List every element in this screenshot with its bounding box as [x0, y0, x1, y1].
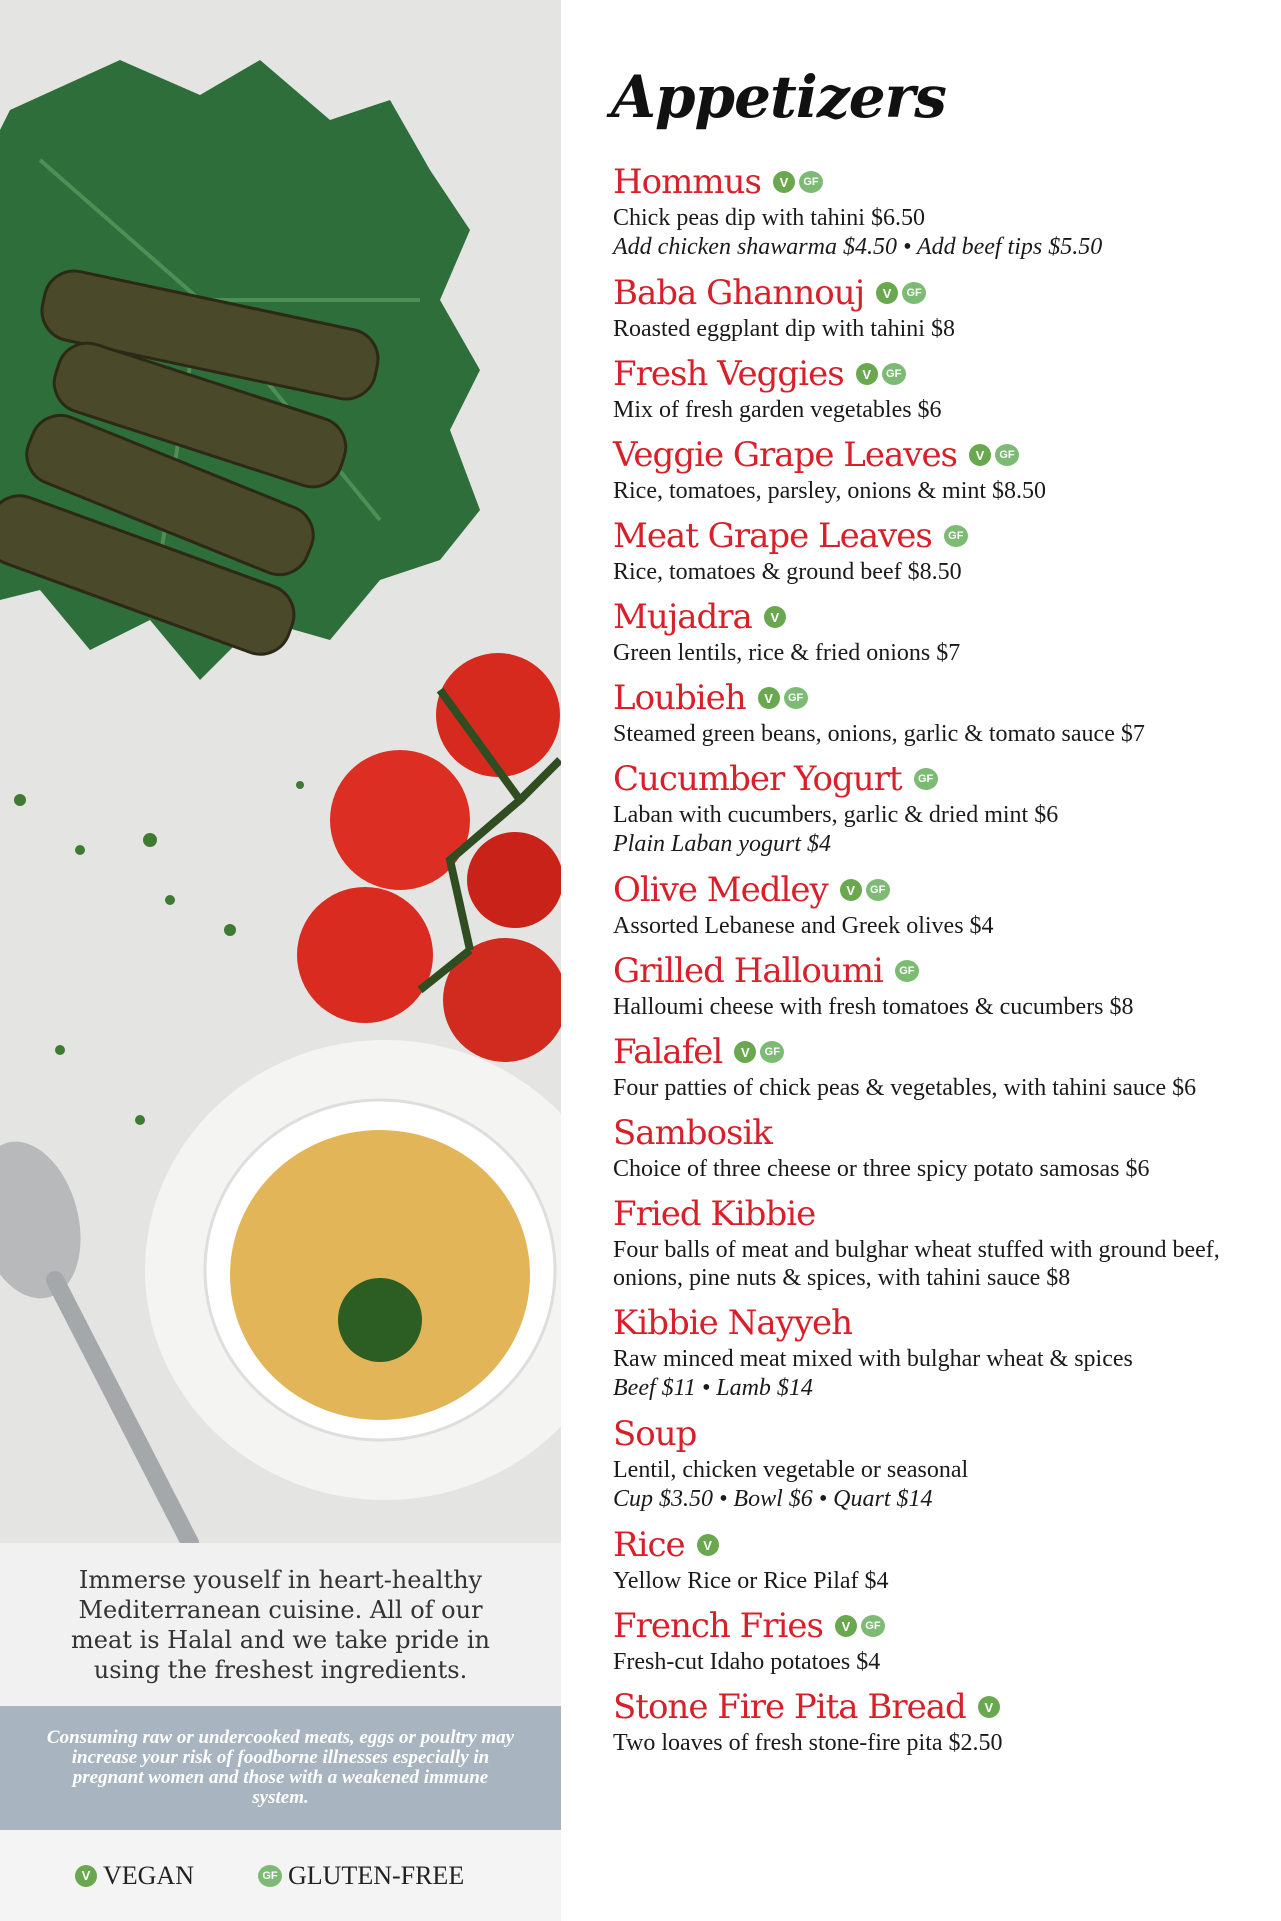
vegan-icon: V	[969, 444, 991, 466]
gluten-free-icon: GF	[895, 960, 919, 982]
menu-item	[613, 595, 1263, 667]
vegan-icon: V	[876, 282, 898, 304]
legend-vegan-label: VEGAN	[103, 1860, 194, 1890]
menu-item	[613, 1523, 1263, 1595]
vegan-icon: V	[773, 171, 795, 193]
section-heading: Appetizers	[611, 63, 946, 131]
menu-item-name: Kibbie Nayyeh	[613, 1303, 853, 1343]
vegan-icon: V	[978, 1696, 1000, 1718]
diet-badges	[758, 687, 808, 709]
menu-item-name: Sambosik	[613, 1113, 772, 1153]
diet-legend	[0, 1830, 561, 1921]
left-panel	[0, 0, 561, 1921]
menu-item-header	[613, 1412, 1263, 1456]
menu-item	[613, 1412, 1263, 1514]
warning-text: Consuming raw or undercooked meats, eggs or poultry may increase your risk of foodborne illnesses especially in pregnant women and those with a weakened immune system.	[46, 1727, 515, 1808]
vegan-icon: V	[75, 1865, 97, 1887]
vegan-icon: V	[697, 1534, 719, 1556]
menu-item	[613, 514, 1263, 586]
gluten-free-icon: GF	[995, 444, 1019, 466]
diet-badges	[856, 363, 906, 385]
menu-item	[613, 1685, 1263, 1757]
menu-item-name: Fried Kibbie	[613, 1194, 816, 1234]
menu-item-header	[613, 595, 1263, 639]
vegan-icon: V	[764, 606, 786, 628]
menu-item-header	[613, 1111, 1263, 1155]
food-photo	[0, 0, 561, 1543]
diet-badges	[944, 525, 968, 547]
gluten-free-icon: GF	[784, 687, 808, 709]
menu-item-description: Laban with cucumbers, garlic & dried mint $6	[613, 802, 1059, 828]
menu-item-name: Mujadra	[613, 597, 752, 637]
gluten-free-icon: GF	[944, 525, 968, 547]
menu-item	[613, 1030, 1263, 1102]
menu-item	[613, 868, 1263, 940]
legend-vegan	[75, 1861, 194, 1891]
menu-item-header	[613, 1192, 1263, 1236]
menu-item-description: Green lentils, rice & fried onions $7	[613, 640, 961, 666]
menu-item-name: Stone Fire Pita Bread	[613, 1687, 966, 1727]
food-photo-illustration	[0, 0, 561, 1543]
menu-item-description: Rice, tomatoes & ground beef $8.50	[613, 559, 962, 585]
menu-item-header	[613, 352, 1263, 396]
menu-item-name: Grilled Halloumi	[613, 951, 883, 991]
diet-badges	[914, 768, 938, 790]
menu-item-header	[613, 160, 1263, 204]
diet-badges	[969, 444, 1019, 466]
menu-item-name: Cucumber Yogurt	[613, 759, 902, 799]
menu-item-description: Steamed green beans, onions, garlic & tomato sauce $7	[613, 721, 1145, 747]
menu-item-header	[613, 433, 1263, 477]
menu-item-description: Four patties of chick peas & vegetables, with tahini sauce $6	[613, 1075, 1197, 1101]
menu-item-header	[613, 1604, 1263, 1648]
menu-items-list	[613, 160, 1263, 1766]
menu-item	[613, 160, 1263, 262]
gluten-free-icon: GF	[914, 768, 938, 790]
diet-badges	[835, 1615, 885, 1637]
menu-item-header	[613, 1301, 1263, 1345]
menu-item-description: Roasted eggplant dip with tahini $8	[613, 316, 955, 342]
menu-item-description: Halloumi cheese with fresh tomatoes & cucumbers $8	[613, 994, 1134, 1020]
menu-item-description: Two loaves of fresh stone-fire pita $2.50	[613, 1730, 1003, 1756]
menu-item-header	[613, 514, 1263, 558]
menu-item	[613, 352, 1263, 424]
menu-item-addon: Plain Laban yogurt $4	[613, 831, 832, 857]
menu-item-header	[613, 1523, 1263, 1567]
menu-item-name: Loubieh	[613, 678, 746, 718]
diet-badges	[895, 960, 919, 982]
menu-item-description: Assorted Lebanese and Greek olives $4	[613, 913, 994, 939]
menu-item	[613, 433, 1263, 505]
menu-item-header	[613, 757, 1263, 801]
gluten-free-icon: GF	[760, 1041, 784, 1063]
menu-item-header	[613, 1685, 1263, 1729]
diet-badges	[734, 1041, 784, 1063]
menu-item-name: French Fries	[613, 1606, 823, 1646]
menu-item-header	[613, 868, 1263, 912]
menu-item-header	[613, 271, 1263, 315]
menu-item-description: Chick peas dip with tahini $6.50	[613, 205, 925, 231]
menu-item	[613, 757, 1263, 859]
menu-item-name: Rice	[613, 1525, 685, 1565]
menu-item	[613, 1604, 1263, 1676]
menu-item-description: Choice of three cheese or three spicy potato samosas $6	[613, 1156, 1150, 1182]
menu-item-header	[613, 676, 1263, 720]
legend-gluten-free	[258, 1861, 464, 1891]
menu-item-name: Olive Medley	[613, 870, 828, 910]
diet-badges	[978, 1696, 1000, 1718]
vegan-icon: V	[734, 1041, 756, 1063]
menu-item-description: Fresh-cut Idaho potatoes $4	[613, 1649, 881, 1675]
menu-item	[613, 1192, 1263, 1292]
diet-badges	[840, 879, 890, 901]
gluten-free-icon: GF	[861, 1615, 885, 1637]
gluten-free-icon: GF	[799, 171, 823, 193]
legend-gluten-free-label: GLUTEN-FREE	[288, 1860, 465, 1890]
menu-item-name: Soup	[613, 1414, 697, 1454]
menu-panel	[561, 0, 1281, 1921]
menu-item	[613, 1111, 1263, 1183]
diet-badges	[876, 282, 926, 304]
menu-item-name: Veggie Grape Leaves	[613, 435, 958, 475]
gluten-free-icon: GF	[882, 363, 906, 385]
menu-item-addon: Beef $11 • Lamb $14	[613, 1375, 813, 1401]
gluten-free-icon: GF	[258, 1865, 282, 1887]
menu-item-header	[613, 949, 1263, 993]
menu-item-description: Mix of fresh garden vegetables $6	[613, 397, 942, 423]
menu-item-addon: Cup $3.50 • Bowl $6 • Quart $14	[613, 1486, 933, 1512]
gluten-free-icon: GF	[902, 282, 926, 304]
menu-item-description: Lentil, chicken vegetable or seasonal	[613, 1457, 969, 1483]
menu-item-description: Four balls of meat and bulghar wheat stuffed with ground beef, onions, pine nuts & spices, with tahini sauce $8	[613, 1237, 1220, 1291]
menu-item-header	[613, 1030, 1263, 1074]
menu-item-name: Falafel	[613, 1032, 723, 1072]
vegan-icon: V	[840, 879, 862, 901]
menu-item-description: Raw minced meat mixed with bulghar wheat & spices	[613, 1346, 1133, 1372]
menu-item	[613, 949, 1263, 1021]
menu-item	[613, 271, 1263, 343]
gluten-free-icon: GF	[866, 879, 890, 901]
menu-item-name: Fresh Veggies	[613, 354, 844, 394]
diet-badges	[697, 1534, 719, 1556]
menu-item	[613, 1301, 1263, 1403]
menu-item-name: Hommus	[613, 162, 761, 202]
intro-blurb	[0, 1543, 561, 1706]
diet-badges	[764, 606, 786, 628]
vegan-icon: V	[835, 1615, 857, 1637]
menu-item	[613, 676, 1263, 748]
menu-item-name: Meat Grape Leaves	[613, 516, 932, 556]
menu-item-description: Yellow Rice or Rice Pilaf $4	[613, 1568, 889, 1594]
menu-item-addon: Add chicken shawarma $4.50 • Add beef tips $5.50	[613, 234, 1103, 260]
intro-text: Immerse youself in heart-healthy Mediterranean cuisine. All of our meat is Halal and we take pride in using the freshest ingredients.	[71, 1565, 490, 1684]
menu-item-name: Baba Ghannouj	[613, 273, 865, 313]
vegan-icon: V	[856, 363, 878, 385]
diet-badges	[773, 171, 823, 193]
vegan-icon: V	[758, 687, 780, 709]
menu-item-description: Rice, tomatoes, parsley, onions & mint $8.50	[613, 478, 1047, 504]
food-safety-warning	[0, 1706, 561, 1830]
